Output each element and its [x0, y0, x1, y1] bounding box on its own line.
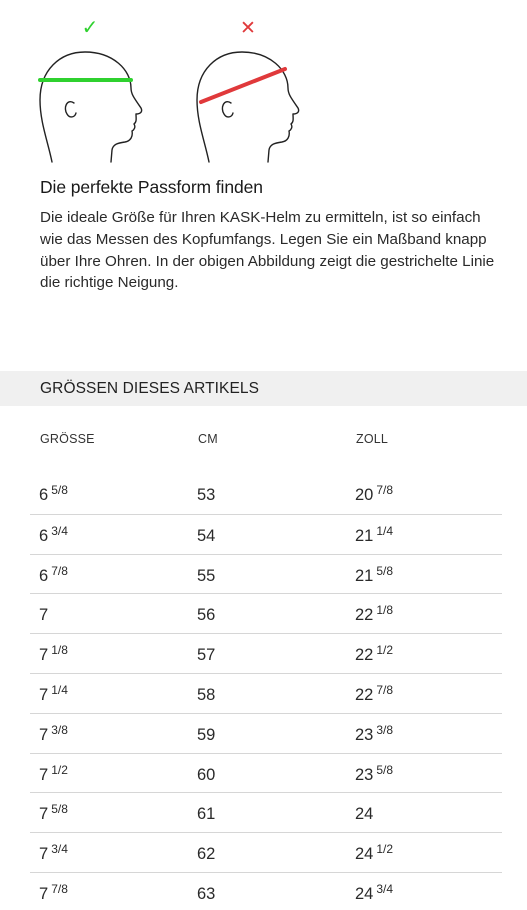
inch-cell: [355, 643, 394, 665]
inch-cell: [355, 805, 373, 824]
inch-cell-whole: 22: [355, 686, 374, 704]
inch-cell: [355, 563, 394, 586]
inch-cell: [355, 722, 394, 745]
inch-cell-whole: 22: [355, 646, 374, 665]
size-cell-whole: 7: [39, 725, 49, 744]
size-cell-whole: 7: [39, 805, 49, 824]
inch-cell: [355, 483, 394, 505]
inch-cell-fraction: 5/8: [376, 762, 394, 777]
table-row: [30, 593, 502, 633]
inch-cell-fraction: 5/8: [376, 563, 394, 578]
sizes-title: GRÖSSEN DIESES ARTIKELS: [40, 380, 260, 397]
size-cell-whole: 7: [39, 606, 49, 625]
inch-cell-fraction: 1/2: [376, 643, 394, 658]
fit-description: Die ideale Größe für Ihren KASK-Helm zu ermitteln, ist so einfach wie das Messen des Kopfumfangs. Legen Sie ein Maßband knapp über Ihre Ohren. In der obigen Abbildung zeigt die gestrichelte Linie die richtige Neigung.: [40, 209, 495, 292]
inch-cell-whole: 21: [355, 566, 374, 585]
size-cell: [39, 802, 68, 824]
fit-illustrations: [30, 10, 320, 170]
inch-cell-whole: 23: [355, 765, 374, 784]
table-row: [30, 753, 502, 793]
header-cm: CM: [198, 432, 218, 446]
table-row: [30, 832, 502, 872]
cm-cell: 59: [197, 725, 216, 744]
size-cell-fraction: 7/8: [51, 882, 68, 896]
inch-cell-fraction: 3/4: [376, 882, 394, 896]
table-row: [30, 792, 502, 832]
correct-fit-head-icon: [40, 52, 142, 162]
inch-cell-fraction: 7/8: [376, 483, 394, 497]
inch-cell: [355, 882, 394, 904]
inch-cell-whole: 22: [355, 606, 374, 625]
size-cell-whole: 6: [39, 566, 49, 585]
size-cell: [39, 842, 68, 864]
size-cell: [39, 882, 68, 904]
header-size: GRÖSSE: [40, 432, 95, 446]
table-row: [30, 872, 502, 910]
inch-cell-fraction: 1/2: [376, 842, 394, 857]
inch-cell: [355, 762, 394, 785]
size-cell-fraction: 1/2: [51, 762, 68, 777]
cm-cell: 62: [197, 845, 216, 864]
size-cell-fraction: 3/8: [51, 722, 68, 737]
table-row: [30, 633, 502, 673]
inch-cell-fraction: 1/4: [376, 523, 394, 538]
cm-cell: 57: [197, 646, 216, 665]
size-cell-whole: 7: [39, 885, 49, 903]
wrong-measure-line: [201, 69, 285, 102]
cm-cell: 53: [197, 486, 216, 504]
size-cell: [39, 563, 68, 586]
inch-cell-fraction: 1/8: [376, 603, 394, 618]
cm-cell: 61: [197, 805, 216, 824]
inch-cell-whole: 24: [355, 885, 374, 903]
inch-cell-fraction: 3/8: [376, 722, 394, 737]
cm-cell: 55: [197, 566, 216, 585]
inch-cell-whole: 21: [355, 526, 374, 545]
size-cell-whole: 7: [39, 646, 49, 665]
cm-cell: 56: [197, 606, 216, 625]
cross-icon: ✕: [240, 17, 256, 39]
table-row: [30, 514, 502, 554]
size-cell-whole: 6: [39, 486, 49, 504]
inch-cell-whole: 20: [355, 486, 374, 504]
inch-cell-whole: 24: [355, 845, 374, 864]
inch-cell: [355, 842, 394, 864]
size-cell-fraction: 1/4: [51, 683, 68, 697]
size-cell-fraction: 7/8: [51, 563, 68, 578]
inch-cell: [355, 683, 394, 705]
size-cell: [39, 606, 48, 625]
cm-cell: 54: [197, 526, 216, 545]
size-cell: [39, 762, 68, 785]
size-cell: [39, 483, 68, 505]
fit-title: Die perfekte Passform finden: [40, 177, 263, 197]
cm-cell: 63: [197, 885, 216, 903]
header-inch: ZOLL: [356, 432, 389, 446]
size-cell: [39, 523, 68, 546]
size-cell-whole: 6: [39, 526, 49, 545]
size-cell-fraction: 5/8: [51, 483, 68, 497]
size-cell-whole: 7: [39, 686, 49, 704]
size-cell-whole: 7: [39, 845, 49, 864]
inch-cell-whole: 24: [355, 805, 374, 824]
size-cell: [39, 643, 68, 665]
check-icon: ✓: [81, 15, 99, 39]
table-row: [30, 474, 502, 514]
table-row: [30, 554, 502, 594]
cm-cell: 58: [197, 686, 216, 704]
table-row: [30, 713, 502, 753]
size-cell-whole: 7: [39, 765, 49, 784]
inch-cell: [355, 603, 394, 625]
inch-cell-whole: 23: [355, 725, 374, 744]
table-row: [30, 673, 502, 713]
inch-cell-fraction: 7/8: [376, 683, 394, 697]
inch-cell: [355, 523, 394, 546]
size-cell: [39, 722, 68, 745]
size-cell-fraction: 3/4: [51, 523, 68, 538]
size-cell-fraction: 3/4: [51, 842, 68, 857]
size-cell: [39, 683, 68, 705]
cm-cell: 60: [197, 765, 216, 784]
size-cell-fraction: 1/8: [51, 643, 68, 658]
head-illustrations: [30, 10, 320, 170]
size-cell-fraction: 5/8: [51, 802, 68, 817]
